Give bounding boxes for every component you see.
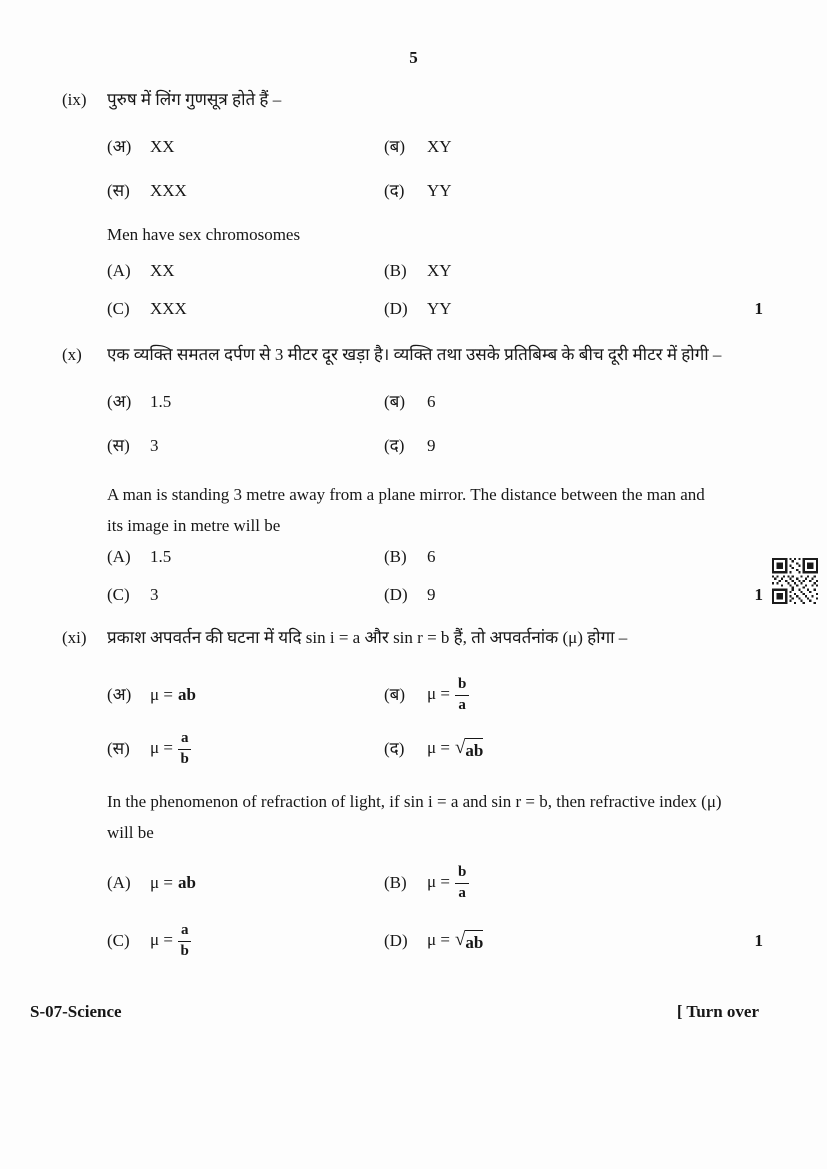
option-value: 6 (427, 392, 436, 411)
option (107, 260, 384, 282)
math-term: ab (177, 685, 196, 704)
option-label: (B) (384, 547, 407, 566)
option (384, 737, 661, 762)
option (384, 298, 661, 320)
question-text-hindi: एक व्यक्ति समतल दर्पण से 3 मीटर दूर खड़ा है। व्यक्ति तथा उसके प्रतिबिम्ब के बीच दूरी मीटर में होगी – (107, 345, 722, 364)
option-value: YY (427, 181, 452, 200)
option (384, 864, 661, 902)
option-label: (अ) (107, 685, 132, 704)
question-header (0, 343, 827, 367)
options-row (0, 920, 827, 962)
marks-value: 1 (754, 585, 763, 604)
option-label: (A) (107, 547, 131, 566)
option-value: 1.5 (150, 547, 172, 566)
mu-equals: μ = (427, 737, 450, 757)
question-text-english: Men have sex chromosomes (107, 225, 301, 244)
option-label: (अ) (107, 137, 132, 156)
option-value (427, 737, 483, 762)
option-label: (द) (384, 436, 405, 455)
radical-sign: √ (454, 736, 466, 758)
option (384, 584, 661, 606)
option-label: (ब) (384, 392, 406, 411)
option (107, 298, 384, 320)
fraction-denominator: a (458, 884, 466, 901)
marks-value: 1 (754, 299, 763, 318)
option-value (427, 929, 483, 954)
page-footer (30, 1002, 759, 1022)
option (107, 435, 384, 457)
mu-equals: μ = (150, 685, 173, 704)
option-value: 3 (150, 585, 159, 604)
paper-code: S-07-Science (30, 1002, 122, 1021)
option (107, 391, 384, 413)
option-value (150, 872, 196, 894)
option-value (427, 676, 469, 714)
fraction-denominator: b (180, 750, 189, 767)
math-term: ab (177, 873, 196, 892)
question-number: (ix) (62, 90, 87, 109)
mu-equals: μ = (150, 929, 173, 949)
fraction (178, 730, 192, 768)
option-label: (A) (107, 261, 131, 280)
page-number: 5 (409, 48, 418, 67)
question-ix (0, 88, 827, 320)
mu-equals: μ = (427, 683, 450, 703)
question-xi (0, 626, 827, 962)
question-text-hindi: प्रकाश अपवर्तन की घटना में यदि sin i = a और sin r = b हैं, तो अपवर्तनांक (μ) होगा – (107, 628, 628, 647)
option-label: (D) (384, 299, 408, 318)
option (107, 136, 384, 158)
option-value: XY (427, 261, 452, 280)
option (384, 676, 661, 714)
option-label: (D) (384, 931, 408, 950)
option-label: (स) (107, 181, 130, 200)
option-value: XX (150, 137, 175, 156)
option (107, 584, 384, 606)
option-label: (C) (107, 931, 130, 950)
option-value: XY (427, 137, 452, 156)
mu-equals: μ = (150, 873, 173, 892)
option-label: (अ) (107, 392, 132, 411)
fraction-numerator: a (178, 922, 192, 941)
option (107, 684, 384, 706)
square-root (455, 930, 483, 954)
options-row (0, 674, 827, 716)
turn-over-label: [ Turn over (676, 1002, 759, 1021)
option (107, 922, 384, 960)
option-label: (स) (107, 739, 130, 758)
option-label: (B) (384, 261, 407, 280)
option-value (150, 730, 191, 768)
options-row (0, 728, 827, 770)
fraction (455, 864, 469, 902)
mu-equals: μ = (150, 737, 173, 757)
option-value (150, 684, 196, 706)
option-label: (B) (384, 873, 407, 892)
option-value (150, 922, 191, 960)
marks-value: 1 (754, 931, 763, 950)
qr-code (772, 558, 818, 604)
option-label: (A) (107, 873, 131, 892)
fraction-denominator: b (180, 942, 189, 959)
option-value: 6 (427, 547, 436, 566)
options-row (0, 298, 827, 320)
option-label: (ब) (384, 137, 406, 156)
option-value: XX (150, 261, 175, 280)
option-label: (ब) (384, 685, 406, 704)
options-row (0, 136, 827, 158)
fraction-numerator: b (455, 676, 469, 695)
option-label: (द) (384, 739, 405, 758)
radicand: ab (465, 930, 483, 954)
options-row (0, 862, 827, 904)
option (384, 929, 661, 954)
question-number: (xi) (62, 628, 87, 647)
option-label: (C) (107, 585, 130, 604)
options-row (0, 391, 827, 413)
option-value: 9 (427, 585, 436, 604)
square-root (455, 738, 483, 762)
question-header (0, 88, 827, 112)
options-row (0, 180, 827, 202)
mu-equals: μ = (427, 929, 450, 949)
options-row (0, 435, 827, 457)
radical-sign: √ (454, 928, 466, 950)
options-row (0, 584, 827, 606)
option-value: 9 (427, 436, 436, 455)
option (384, 180, 661, 202)
option-label: (D) (384, 585, 408, 604)
fraction (455, 676, 469, 714)
option (384, 391, 661, 413)
fraction-denominator: a (458, 696, 466, 713)
option (384, 435, 661, 457)
fraction-numerator: a (178, 730, 192, 749)
option-label: (C) (107, 299, 130, 318)
option-value (427, 864, 469, 902)
question-header (0, 626, 827, 650)
option-label: (द) (384, 181, 405, 200)
option-value: XXX (150, 299, 187, 318)
option-value: 3 (150, 436, 159, 455)
option (384, 260, 661, 282)
option-value: 1.5 (150, 392, 172, 411)
fraction (178, 922, 192, 960)
radicand: ab (465, 738, 483, 762)
question-x (0, 343, 827, 606)
option-value: YY (427, 299, 452, 318)
fraction-numerator: b (455, 864, 469, 883)
option (107, 730, 384, 768)
question-text-hindi: पुरुष में लिंग गुणसूत्र होते हैं – (107, 90, 282, 109)
option (107, 546, 384, 568)
mu-equals: μ = (427, 871, 450, 891)
question-text-english: A man is standing 3 metre away from a plane mirror. The distance between the man and its image in metre will be (107, 485, 705, 535)
question-number: (x) (62, 345, 82, 364)
options-row (0, 260, 827, 282)
option-label: (स) (107, 436, 130, 455)
option (384, 136, 661, 158)
option (107, 180, 384, 202)
option (107, 872, 384, 894)
option (384, 546, 661, 568)
question-text-english: In the phenomenon of refraction of light, if sin i = a and sin r = b, then refractive index (μ) will be (107, 792, 722, 842)
option-value: XXX (150, 181, 187, 200)
options-row (0, 546, 827, 568)
